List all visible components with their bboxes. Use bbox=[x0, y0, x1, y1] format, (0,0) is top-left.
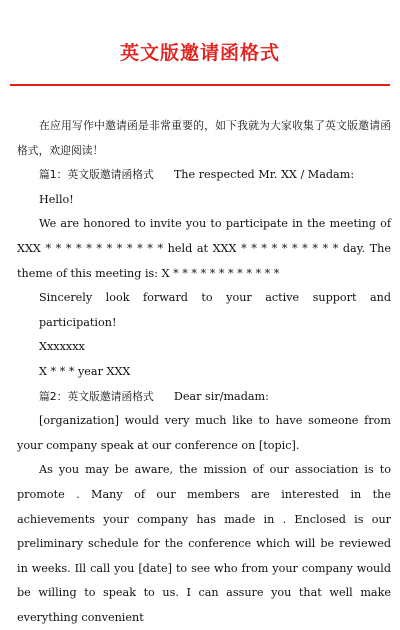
sincerely-line: Sincerely look forward to your active support and participation! bbox=[39, 291, 391, 329]
section-2-heading: 篇2：英文版邀请函格式 bbox=[39, 389, 154, 403]
hello-line: Hello! bbox=[39, 192, 74, 206]
signature-line: Xxxxxxx bbox=[39, 340, 85, 354]
section-2-salutation: Dear sir/madam: bbox=[173, 389, 269, 403]
date-line: X * * * year XXX bbox=[39, 364, 131, 378]
mission-paragraph: As you may be aware, the mission of our association is to promote . Many of our members are interested in the achievements your company has made in . Enclosed is our preliminary schedule for the conference which will be reviewed in weeks. Ill call you [date] to see who from your company would be willing to speak to us. I can assure you that well make everything convenient bbox=[17, 463, 391, 624]
document-body bbox=[17, 114, 391, 630]
intro-paragraph: 在应用写作中邀请函是非常重要的，如下我就为大家收集了英文版邀请函格式，欢迎阅读！ bbox=[17, 119, 391, 157]
document-title: 英文版邀请函格式 bbox=[119, 42, 280, 64]
section-2-heading-line bbox=[17, 385, 391, 410]
section-1-salutation: The respected Mr. XX / Madam: bbox=[173, 168, 355, 182]
section-1-heading-line bbox=[17, 163, 391, 188]
honored-paragraph: We are honored to invite you to participate in the meeting of XXX * * * * * * * * * * * * held at XXX * * * * * * * * * * day. The theme of this meeting is: X * * * * * * * * * * * * bbox=[17, 217, 391, 280]
title-divider bbox=[10, 84, 390, 86]
page-bottom-fade bbox=[0, 602, 400, 608]
section-1-heading: 篇1：英文版邀请函格式 bbox=[39, 168, 154, 182]
organization-paragraph: [organization] would very much like to have someone from your company speak at our conference on [topic]. bbox=[17, 414, 391, 452]
